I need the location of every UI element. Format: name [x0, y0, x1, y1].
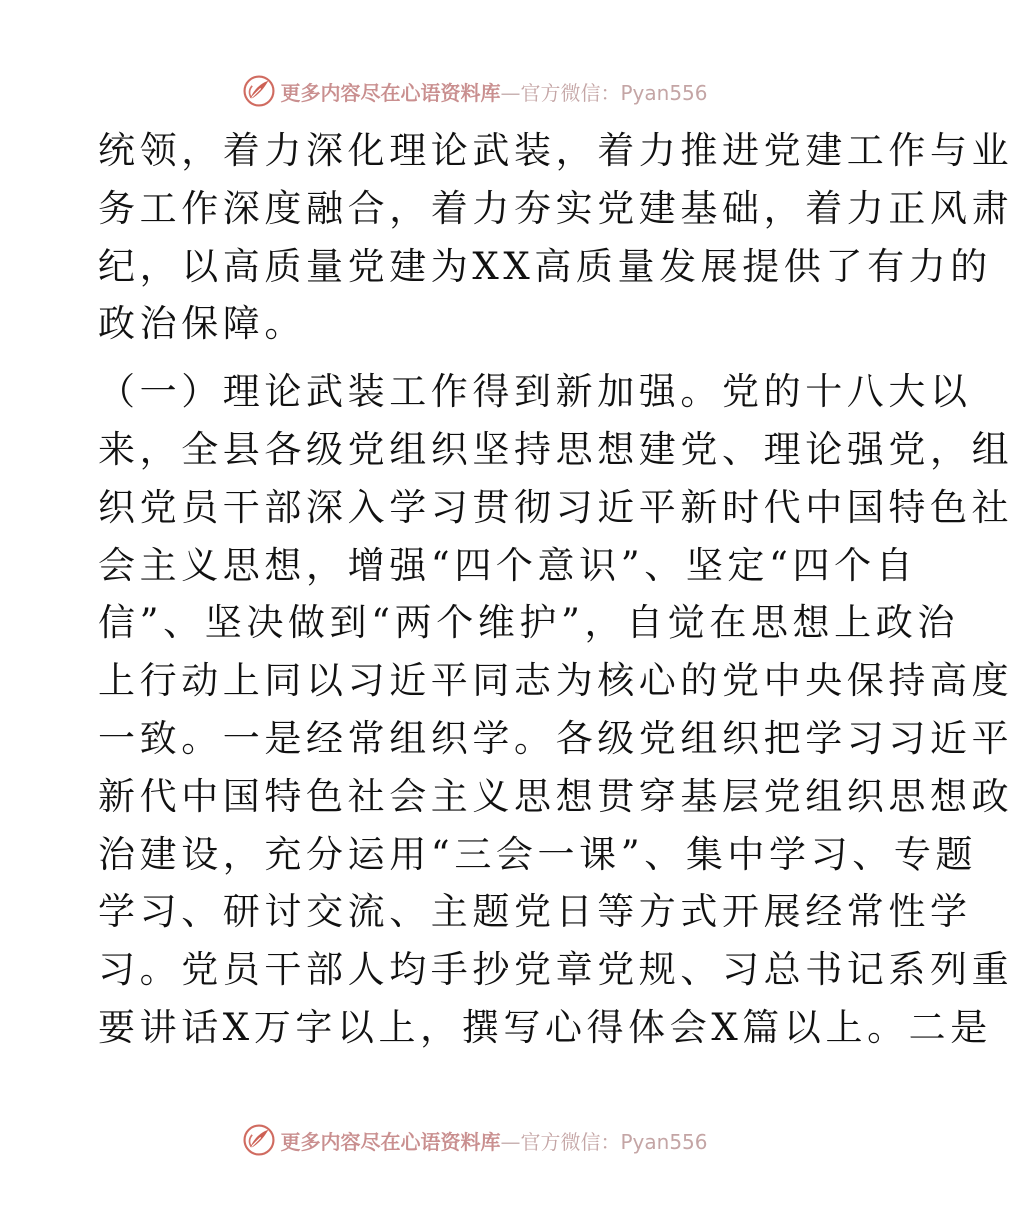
document-body [98, 122, 1013, 1057]
text-line: 学习、研讨交流、主题党日等方式开展经常性学 [98, 890, 972, 934]
header-watermark [0, 71, 950, 111]
watermark-text [280, 1126, 707, 1155]
text-line: 织党员干部深入学习贯彻习近平新时代中国特色社 [98, 485, 1013, 529]
watermark-wechat-label: 官方微信： [520, 1129, 621, 1154]
text-line: （一）理论武装工作得到新加强。党的十八大以 [98, 370, 972, 414]
text-line: 治建设，充分运用“三会一课”、集中学习、专题 [98, 832, 978, 876]
watermark-site-text: 更多内容尽在心语资料库 [280, 1129, 501, 1154]
text-line: 统领，着力深化理论武装，着力推进党建工作与业 [98, 129, 1013, 172]
text-line: 上行动上同以习近平同志为核心的党中央保持高度 [98, 659, 1013, 703]
text-line: 信”、坚决做到“两个维护”，自觉在思想上政治 [98, 601, 959, 645]
text-line: 务工作深度融合，着力夯实党建基础，着力正风肃 [98, 186, 1013, 230]
watermark-site-text: 更多内容尽在心语资料库 [280, 80, 501, 105]
watermark-wechat-id: Pyan556 [620, 80, 708, 105]
watermark-text [280, 77, 707, 106]
watermark-dash: — [500, 1129, 521, 1154]
paragraph-1 [98, 122, 1013, 353]
text-line: 会主义思想，增强“四个意识”、坚定“四个自 [98, 543, 918, 587]
watermark-wechat-label: 官方微信： [520, 80, 621, 105]
text-line: 来，全县各级党组织坚持思想建党、理论强党，组 [98, 427, 1013, 471]
text-line: 新代中国特色社会主义思想贯穿基层党组织思想政 [98, 774, 1013, 818]
watermark-wechat-id: Pyan556 [620, 1129, 708, 1154]
footer-watermark [0, 1120, 950, 1160]
text-line: 一致。一是经常组织学。各级党组织把学习习近平 [98, 716, 1013, 760]
text-line: 习。党员干部人均手抄党章党规、习总书记系列重 [98, 948, 1013, 992]
text-line: 纪，以高质量党建为XX高质量发展提供了有力的 [98, 244, 992, 288]
text-line: 政治保障。 [98, 302, 306, 346]
text-line: 要讲话X万字以上，撰写心得体会X篇以上。二是 [98, 1005, 992, 1049]
feather-quill-logo-icon [242, 74, 276, 108]
watermark-dash: — [500, 80, 521, 105]
feather-quill-logo-icon [242, 1123, 276, 1157]
paragraph-2 [98, 363, 1013, 1057]
